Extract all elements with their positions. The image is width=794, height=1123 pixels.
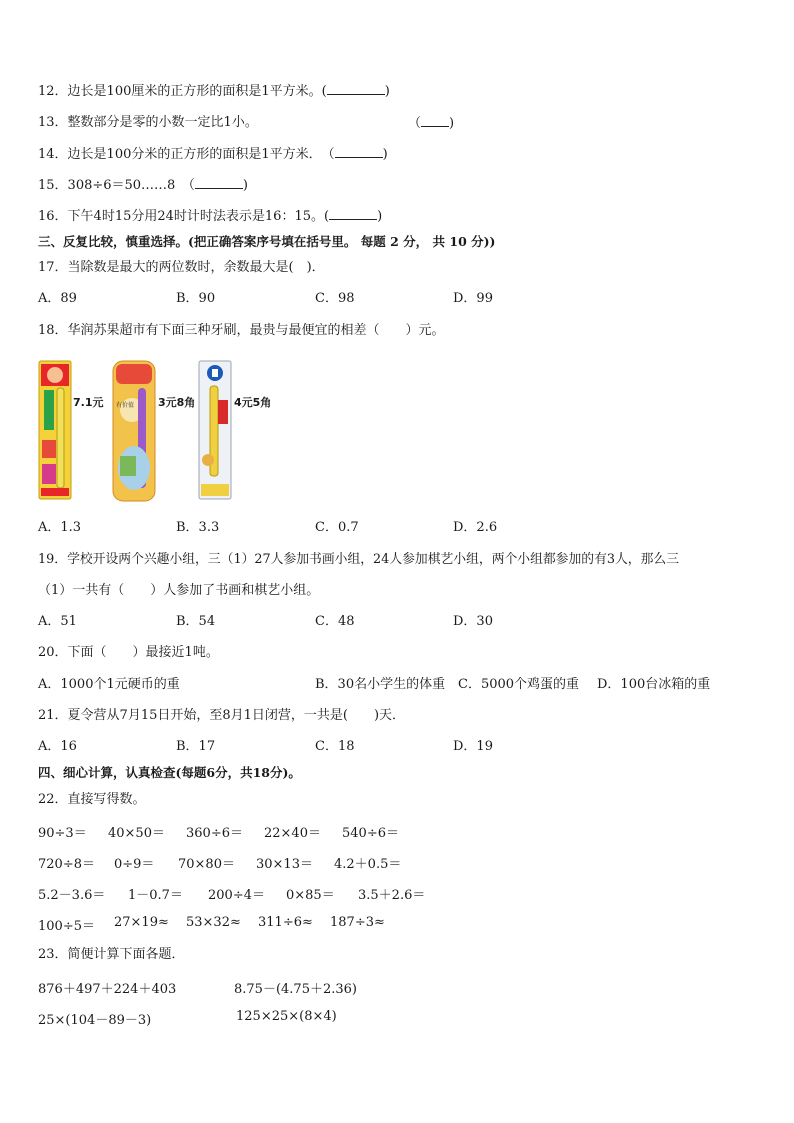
toothbrush-2-label: 有价值 <box>116 402 135 409</box>
calc-item: 540÷6＝ <box>342 826 399 841</box>
simplify-item: 8.75－(4.75＋2.36) <box>234 982 357 997</box>
q17-option-c[interactable]: C．98 <box>315 291 355 306</box>
q18-option-a[interactable]: A．1.3 <box>38 520 82 535</box>
calc-item: 0×85＝ <box>286 888 335 903</box>
q17-option-d[interactable]: D．99 <box>453 291 493 306</box>
question-19-stem-line-1: 19．学校开设两个兴趣小组，三（1）27人参加书画小组，24人参加棋艺小组，两个小组都参加的有3人，那么三 <box>38 552 679 567</box>
calc-item: 100÷5＝ <box>38 919 95 934</box>
toothbrush-image-2 <box>112 360 156 502</box>
question-14: 14．边长是100分米的正方形的面积是1平方米． （ ) <box>38 147 388 162</box>
simplify-item: 125×25×(8×4) <box>236 1009 337 1024</box>
q19-option-c[interactable]: C．48 <box>315 614 355 629</box>
calc-item: 40×50＝ <box>108 826 165 841</box>
calc-item: 90÷3＝ <box>38 826 87 841</box>
q17-option-b[interactable]: B．90 <box>176 291 216 306</box>
q19-option-d[interactable]: D．30 <box>453 614 493 629</box>
q17-option-a[interactable]: A．89 <box>38 291 77 306</box>
answer-blank-12[interactable] <box>327 82 385 95</box>
question-19-stem-line-2: （1）一共有（ ）人参加了书画和棋艺小组。 <box>38 583 320 598</box>
question-15: 15．308÷6＝50……8 （ ) <box>38 178 248 193</box>
calc-item: 360÷6＝ <box>186 826 243 841</box>
question-21-stem: 21．夏令营从7月15日开始，至8月1日闭营，一共是( )天． <box>38 708 406 723</box>
calc-item: 70×80＝ <box>178 857 235 872</box>
calc-item: 3.5＋2.6＝ <box>358 888 426 903</box>
question-22-stem: 22．直接写得数。 <box>38 792 146 807</box>
q21-option-a[interactable]: A．16 <box>38 739 77 754</box>
answer-blank-13[interactable] <box>421 114 449 127</box>
simplify-item: 25×(104－89－3) <box>38 1013 152 1028</box>
toothbrush-image-3 <box>198 360 232 500</box>
calc-item: 4.2＋0.5＝ <box>334 857 402 872</box>
calc-item: 187÷3≈ <box>330 915 385 930</box>
calc-item: 30×13＝ <box>256 857 313 872</box>
q20-option-b[interactable]: B．30名小学生的体重 <box>315 677 446 692</box>
calc-item: 720÷8＝ <box>38 857 95 872</box>
question-18-stem: 18．华润苏果超市有下面三种牙刷，最贵与最便宜的相差（ ）元。 <box>38 323 445 338</box>
q21-option-b[interactable]: B．17 <box>176 739 216 754</box>
question-16: 16．下午4时15分用24时计时法表示是16：15。( ) <box>38 209 383 224</box>
q21-option-d[interactable]: D．19 <box>453 739 493 754</box>
toothbrush-image-1 <box>38 360 72 500</box>
question-16-text: 16．下午4时15分用24时计时法表示是16：15。( <box>38 209 330 224</box>
question-14-text: 14．边长是100分米的正方形的面积是1平方米． （ <box>38 147 335 162</box>
question-15-text: 15．308÷6＝50……8 （ <box>38 178 195 193</box>
q19-option-a[interactable]: A．51 <box>38 614 77 629</box>
question-20-stem: 20．下面（ ）最接近1吨。 <box>38 645 219 660</box>
calc-item: 22×40＝ <box>264 826 321 841</box>
q18-option-d[interactable]: D．2.6 <box>453 520 498 535</box>
calc-item: 0÷9＝ <box>114 857 155 872</box>
answer-blank-16[interactable] <box>329 207 377 220</box>
q20-option-a[interactable]: A．1000个1元硬币的重 <box>38 677 180 692</box>
q18-option-c[interactable]: C．0.7 <box>315 520 359 535</box>
question-17-stem: 17．当除数是最大的两位数时，余数最大是( )． <box>38 260 325 275</box>
question-12: 12．边长是100厘米的正方形的面积是1平方米。( ) <box>38 84 390 99</box>
simplify-item: 876＋497＋224＋403 <box>38 982 177 997</box>
price-label-3: 4元5角 <box>234 396 272 409</box>
q18-option-b[interactable]: B．3.3 <box>176 520 220 535</box>
price-label-1: 7.1元 <box>73 396 104 409</box>
calc-item: 53×32≈ <box>186 915 241 930</box>
price-label-2: 3元8角 <box>158 396 196 409</box>
question-12-text: 12．边长是100厘米的正方形的面积是1平方米。( <box>38 84 327 99</box>
question-13-text: 13．整数部分是零的小数一定比1小。 <box>38 115 258 130</box>
calc-item: 200÷4＝ <box>208 888 265 903</box>
q20-option-d[interactable]: D．100台冰箱的重 <box>597 677 711 692</box>
calc-item: 311÷6≈ <box>258 915 313 930</box>
q19-option-b[interactable]: B．54 <box>176 614 216 629</box>
calc-item: 27×19≈ <box>114 915 169 930</box>
q20-option-c[interactable]: C．5000个鸡蛋的重 <box>458 677 580 692</box>
q21-option-c[interactable]: C．18 <box>315 739 355 754</box>
question-13 <box>38 114 258 132</box>
section-4-title: 四、细心计算，认真检查(每题6分，共18分)。 <box>38 765 301 780</box>
answer-blank-14[interactable] <box>335 145 383 158</box>
calc-item: 1－0.7＝ <box>128 888 183 903</box>
question-23-stem: 23．简便计算下面各题． <box>38 947 185 962</box>
calc-item: 5.2－3.6＝ <box>38 888 106 903</box>
answer-blank-15[interactable] <box>195 176 243 189</box>
section-3-title: 三、反复比较，慎重选择。(把正确答案序号填在括号里。 每题 2 分， 共 10 分)) <box>38 234 496 249</box>
question-13-answer: （ ) <box>408 116 455 131</box>
